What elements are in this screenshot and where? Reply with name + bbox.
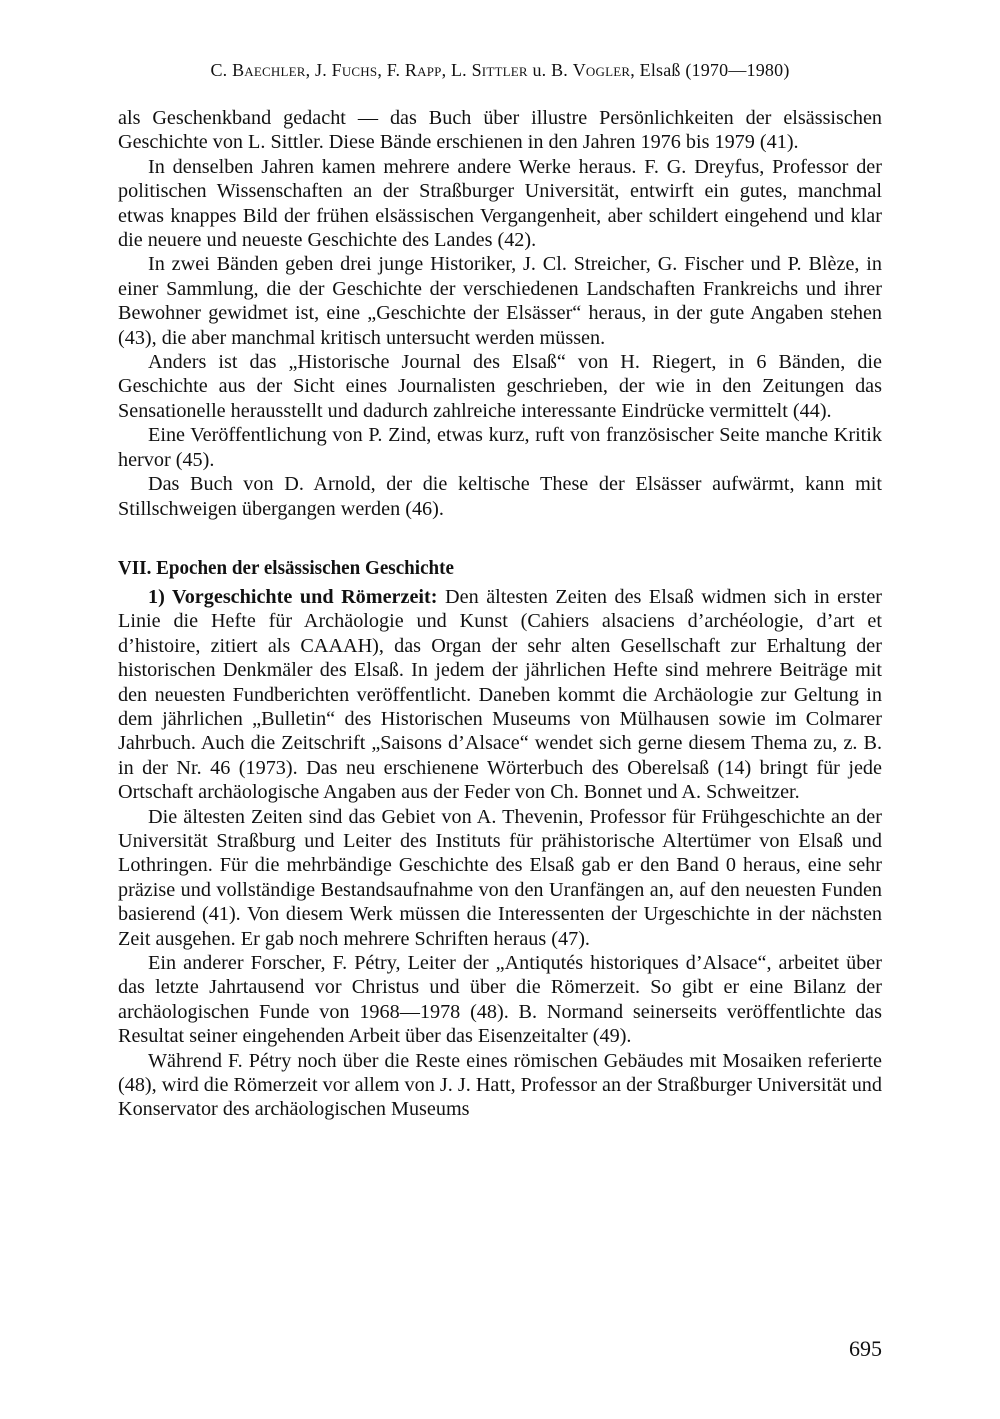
page <box>118 58 882 1122</box>
paragraph: Während F. Pétry noch über die Reste eines römischen Gebäudes mit Mosaiken referierte (48), wird die Römerzeit vor allem von J. J. Hatt, Professor an der Straßburger Universität und Konservator des archäologischen Museums <box>118 1049 882 1121</box>
author-1: C. Baechler <box>210 60 306 80</box>
author-5: B. Vogler <box>551 60 631 80</box>
paragraph: Anders ist das „Historische Journal des Elsaß“ von H. Riegert, in 6 Bänden, die Geschichte aus der Sicht eines Journalisten geschrieben, der wie in den Zeitungen das Sensationelle herausstellt und dadurch zahlreiche interessante Eindrücke vermittelt (44). <box>118 351 882 422</box>
author-connector: u. <box>532 60 547 80</box>
header-subject: Elsaß (1970—1980) <box>639 60 790 80</box>
paragraph: als Geschenkband gedacht — das Buch über illustre Persönlichkeiten der elsässischen Geschichte von L. Sittler. Diese Bände erschienen in den Jahren 1976 bis 1979 (41). <box>118 107 882 154</box>
paragraph: Eine Veröffentlichung von P. Zind, etwas kurz, ruft von französischer Seite manche Kritik hervor (45). <box>118 424 882 471</box>
paragraph: Das Buch von D. Arnold, der die keltische These der Elsässer aufwärmt, kann mit Stillschweigen übergangen werden (46). <box>118 473 882 520</box>
page-number: 695 <box>849 1336 882 1361</box>
body-text <box>118 106 882 1122</box>
author-2: J. Fuchs <box>315 60 378 80</box>
paragraph-text: Den ältesten Zeiten des Elsaß widmen sich in erster Linie die Hefte für Archäologie und Kunst (Cahiers alsaciens d’archéologie, d’art et d’histoire, zitiert als CAAAH), das Organ der sehr alten Gesellschaft zur Erhaltung der historischen Denkmäler des Elsaß. In jedem der jährlichen Hefte sind mehrere Beiträge mit den neuesten Fundberichten veröffentlicht. Daneben kommt die Archäologie zur Geltung in dem jährlichen „Bulletin“ des Historischen Museums von Mülhausen sowie im Colmarer Jahrbuch. Auch die Zeitschrift „Saisons d’Alsace“ wendet sich gerne diesem Thema zu, z. B. in der Nr. 46 (1973). Das neu erschienene Wörterbuch des Oberelsaß (14) bringt für jede Ortschaft archäologische Angaben aus der Feder von Ch. Bonnet und A. Schweitzer. <box>118 585 883 804</box>
section-heading: VII. Epochen der elsässischen Geschichte <box>118 556 454 579</box>
paragraph: Ein anderer Forscher, F. Pétry, Leiter der „Antiqutés historiques d’Alsace“, arbeitet über das letzte Jahrtausend vor Christus und über die Römerzeit. So gibt er eine Bilanz der archäologischen Funde von 1968—1978 (48). B. Normand seinerseits veröffentlichte das Resultat seiner eingehenden Arbeit über das Eisenzeitalter (49). <box>118 952 882 1048</box>
subsection-heading: 1) Vorgeschichte und Römerzeit: <box>148 585 438 608</box>
paragraph: In denselben Jahren kamen mehrere andere Werke heraus. F. G. Dreyfus, Professor der politischen Wissenschaften an der Straßburger Universität, entwirft ein gutes, manchmal etwas knappes Bild der frühen elsässischen Vergangenheit, aber schildert eingehend und klar die neuere und neueste Geschichte des Landes (42). <box>118 155 882 252</box>
running-header: C. Baechler, J. Fuchs, F. Rapp, L. Sittler u. B. Vogler, Elsaß (1970—1980) <box>210 60 790 80</box>
paragraph: In zwei Bänden geben drei junge Historiker, J. Cl. Streicher, G. Fischer und P. Blèze, in einer Sammlung, die der Geschichte der verschiedenen Landschaften Frankreichs und ihrer Bewohner gewidmet ist, eine „Geschichte der Elsässer“ heraus, in der gute Angaben stehen (43), die aber manchmal kritisch untersucht werden müssen. <box>118 253 882 349</box>
author-3: F. Rapp <box>386 60 442 80</box>
paragraph <box>118 585 882 805</box>
paragraph: Die ältesten Zeiten sind das Gebiet von A. Thevenin, Professor für Frühgeschichte an der Universität Straßburg und Leiter des Instituts für prähistorische Altertümer von Elsaß und Lothringen. Für die mehrbändige Geschichte des Elsaß gab er den Band 0 heraus, eine sehr präzise und vollständige Bestandsaufnahme von den Uranfängen an, auf den neuesten Funden basierend (41). Von diesem Werk müssen die Interessenten der Urgeschichte in der nächsten Zeit ausgehen. Er gab noch mehrere Schriften heraus (47). <box>118 805 882 950</box>
author-4: L. Sittler <box>450 60 528 80</box>
